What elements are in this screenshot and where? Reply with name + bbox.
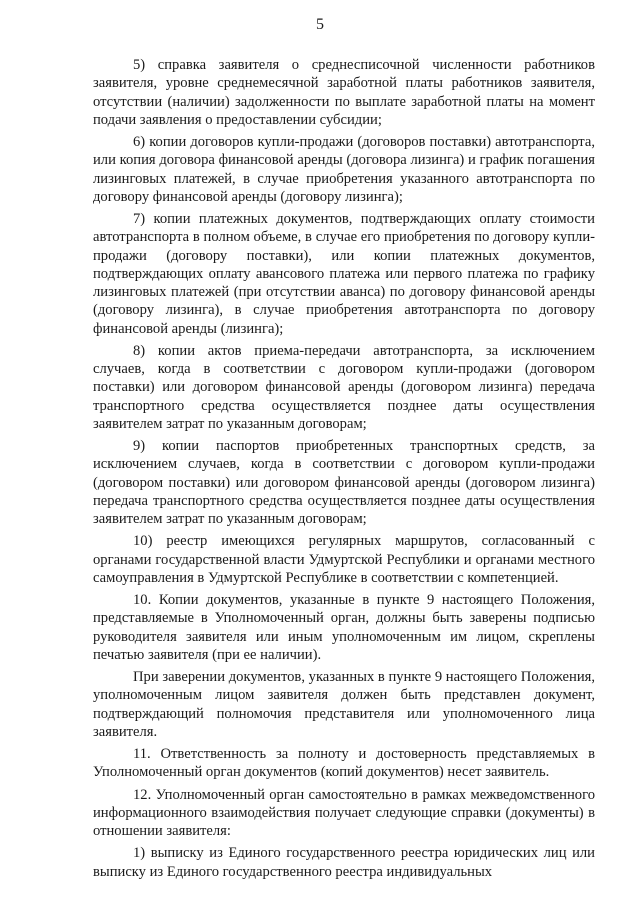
- clause-12: 12. Уполномоченный орган самостоятельно в рамках межведомственного информационного взаимодействия получает следующие справки (документы) в отношении заявителя:: [93, 786, 595, 839]
- list-item-7: 7) копии платежных документов, подтверждающих оплату стоимости автотранспорта в полном объеме, в случае его приобретения по договору купли-продажи (договору поставки), или копии платежных документов, подтверждающих оплату авансового платежа или первого платежа по графику лизинговых платежей (при отсутствии аванса) по договору финансовой аренды (договору лизинга), в случае приобретения автотранспорта по договору финансовой аренды (лизинга);: [93, 211, 595, 337]
- list-item-8: 8) копии актов приема-передачи автотранспорта, за исключением случаев, когда в соответствии с договором купли-продажи (договором поставки) или договором финансовой аренды (договором лизинга) передача транспортного средства осуществляется позднее даты осуществления заявителем затрат по указанным договорам;: [93, 342, 595, 432]
- list-item-10: 10) реестр имеющихся регулярных маршрутов, согласованный с органами государственной власти Удмуртской Республики и органами местного самоуправления в Удмуртской Республике в соответствии с компетенцией.: [93, 533, 595, 586]
- clause-12-item-1: 1) выписку из Единого государственного реестра юридических лиц или выписку из Единого государственного реестра индивидуальных: [93, 845, 595, 880]
- clause-11: 11. Ответственность за полноту и достоверность представляемых в Уполномоченный орган документов (копий документов) несет заявитель.: [93, 746, 595, 781]
- page-number: 5: [316, 16, 324, 33]
- list-item-6: 6) копии договоров купли-продажи (договоров поставки) автотранспорта, или копия договора финансовой аренды (договора лизинга) и график погашения лизинговых платежей, в случае приобретения указанного автотранспорта по договору финансовой аренды (договору лизинга);: [93, 134, 595, 205]
- document-body: [93, 56, 595, 885]
- clause-10-certification: При заверении документов, указанных в пункте 9 настоящего Положения, уполномоченным лицом заявителя должен быть представлен документ, подтверждающий полномочия представителя или уполномоченного лица заявителя.: [93, 669, 595, 740]
- list-item-5: 5) справка заявителя о среднесписочной численности работников заявителя, уровне среднемесячной заработной платы работников заявителя, отсутствии (наличии) задолженности по выплате заработной платы на момент подачи заявления о предоставлении субсидии;: [93, 57, 595, 128]
- clause-10: 10. Копии документов, указанные в пункте 9 настоящего Положения, представляемые в Уполномоченный орган, должны быть заверены подписью руководителя заявителя или иным уполномоченным им лицом, скреплены печатью заявителя (при ее наличии).: [93, 592, 595, 663]
- list-item-9: 9) копии паспортов приобретенных транспортных средств, за исключением случаев, когда в соответствии с договором купли-продажи (договором поставки) или договором финансовой аренды (договором лизинга) передача транспортного средства осуществляется позднее даты осуществления заявителем затрат по указанным договорам;: [93, 438, 595, 527]
